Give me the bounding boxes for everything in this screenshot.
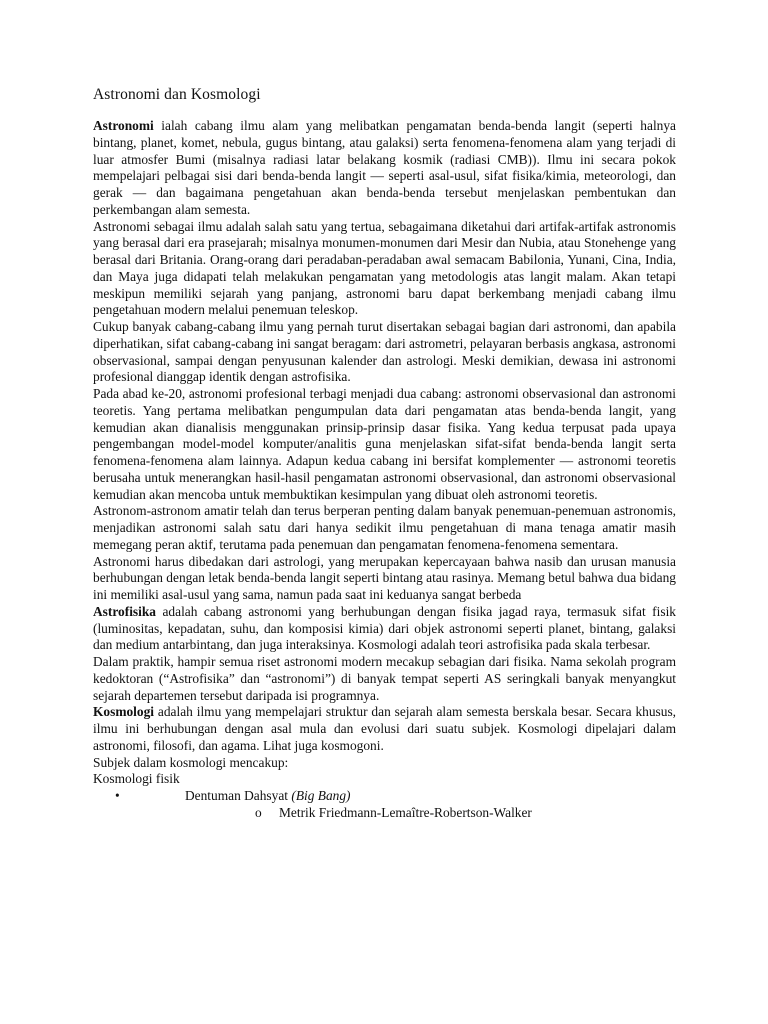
line-kosmologi-fisik: Kosmologi fisik	[93, 771, 180, 787]
list-item	[115, 788, 676, 822]
paragraph-text: ialah cabang ilmu alam yang melibatkan pengamatan benda-benda langit (seperti halnya bintang, planet, komet, nebula, gugus bintang, atau galaksi) serta fenomena-fenomena alam yang terjadi di luar atmosfer Bumi (misalnya radiasi latar belakang kosmik (radiasi CMB)). Ilmu ini secara pokok mempelajari pelbagai sisi dari benda-benda langit — seperti asal-usul, sifat fisika/kimia, meteorologi, dan gerak — dan bagaimana pengetahuan akan benda-benda tersebut menjelaskan pembentukan dan perkembangan alam semesta.	[93, 118, 676, 217]
paragraph-text: adalah ilmu yang mempelajari struktur dan sejarah alam semesta berskala besar. Secara khusus, ilmu ini berhubungan dengan asal mula dan evolusi dari suatu subjek. Kosmologi dipelajari dalam astronomi, filosofi, dan agama. Lihat juga kosmogoni.	[93, 704, 676, 753]
bullet-icon: •	[115, 788, 120, 803]
list-item-italic: (Big Bang)	[291, 788, 351, 803]
list-item-text: Metrik Friedmann-Lemaître-Robertson-Walker	[279, 804, 532, 820]
line-subjek: Subjek dalam kosmologi mencakup:	[93, 754, 289, 770]
paragraph-branches: Cukup banyak cabang-cabang ilmu yang pernah turut disertakan sebagai bagian dari astronomi, dan apabila diperhatikan, sifat cabang-cabang ini sangat beragam: dari astrometri, pelayaran berbasis angkasa, astronomi observasional, sampai dengan penyusunan kalender dan astrologi. Meski demikian, dewasa ini astronomi profesional dianggap identik dengan astrofisika.	[93, 319, 677, 385]
paragraph-20th-century: Pada abad ke-20, astronomi profesional terbagi menjadi dua cabang: astronomi observasional dan astronomi teoretis. Yang pertama melibatkan pengumpulan data dari pengamatan atas benda-benda langit, yang kemudian akan dianalisis menggunakan prinsip-prinsip dasar fisika. Yang kedua terpusat pada upaya pengembangan model-model komputer/analitis guna menjelaskan sifat-sifat benda-benda langit serta fenomena-fenomena alam lainnya. Adapun kedua cabang ini bersifat komplementer — astronomi teoretis berusaha untuk menerangkan hasil-hasil pengamatan astronomi observasional, dan astronomi observasional kemudian akan mencoba untuk membuktikan kesimpulan yang dibuat oleh astronomi teoretis.	[93, 386, 676, 502]
term-kosmologi: Kosmologi	[93, 704, 155, 720]
list-item-text: Dentuman Dahsyat	[185, 788, 292, 803]
term-astronomi: Astronomi	[93, 118, 154, 133]
paragraph-kosmologi	[93, 704, 676, 754]
paragraph-practice: Dalam praktik, hampir semua riset astronomi modern mecakup sebagian dari fisika. Nama sekolah program kedoktoran (“Astrofisika” dan “astronomi”) di banyak tempat seperti AS seringkali banyak menyangkut sejarah departemen tersebut daripada isi programnya.	[93, 654, 676, 703]
paragraph-text: adalah cabang astronomi yang berhubungan dengan fisika jagad raya, termasuk sifat fisik (luminositas, kepadatan, suhu, dan komposisi kimia) dari objek astronomi seperti planet, bintang, galaksi dan medium antarbintang, dan juga interaksinya. Kosmologi adalah teori astrofisika pada skala terbesar.	[93, 603, 676, 653]
sub-bullet-list	[185, 805, 676, 822]
paragraph-amateur: Astronom-astronom amatir telah dan terus berperan penting dalam banyak penemuan-penemuan astronomis, menjadikan astronomi salah satu dari hanya sedikit ilmu pengetahuan di mana tenaga amatir masih memegang peran aktif, terutama pada penemuan dan pengamatan fenomena-fenomena sementara.	[93, 503, 676, 552]
sub-bullet-icon: o	[255, 804, 262, 820]
paragraph-astrofisika	[93, 604, 676, 654]
term-astrofisika: Astrofisika	[93, 603, 156, 619]
bullet-list	[93, 788, 676, 822]
paragraph-history: Astronomi sebagai ilmu adalah salah satu yang tertua, sebagaimana diketahui dari artifak-artifak astronomis yang berasal dari era prasejarah; misalnya monumen-monumen dari Mesir dan Nubia, atau Stonehenge yang berasal dari Britania. Orang-orang dari peradaban-peradaban awal semacam Babilonia, Yunani, Cina, India, dan Maya juga didapati telah melakukan pengamatan yang metodologis atas langit malam. Akan tetapi meskipun memiliki sejarah yang panjang, astronomi baru dapat berkembang menjadi cabang ilmu pengetahuan modern melalui penemuan teleskop.	[93, 218, 676, 318]
paragraph-astrology: Astronomi harus dibedakan dari astrologi, yang merupakan kepercayaan bahwa nasib dan urusan manusia berhubungan dengan letak benda-benda langit seperti bintang atau rasinya. Memang betul bahwa dua bidang ini memiliki asal-usul yang sama, namun pada saat ini keduanya sangat berbeda	[93, 553, 676, 602]
list-item	[255, 805, 676, 822]
document-title: Astronomi dan Kosmologi	[93, 86, 261, 103]
paragraph-astronomi	[93, 118, 676, 219]
